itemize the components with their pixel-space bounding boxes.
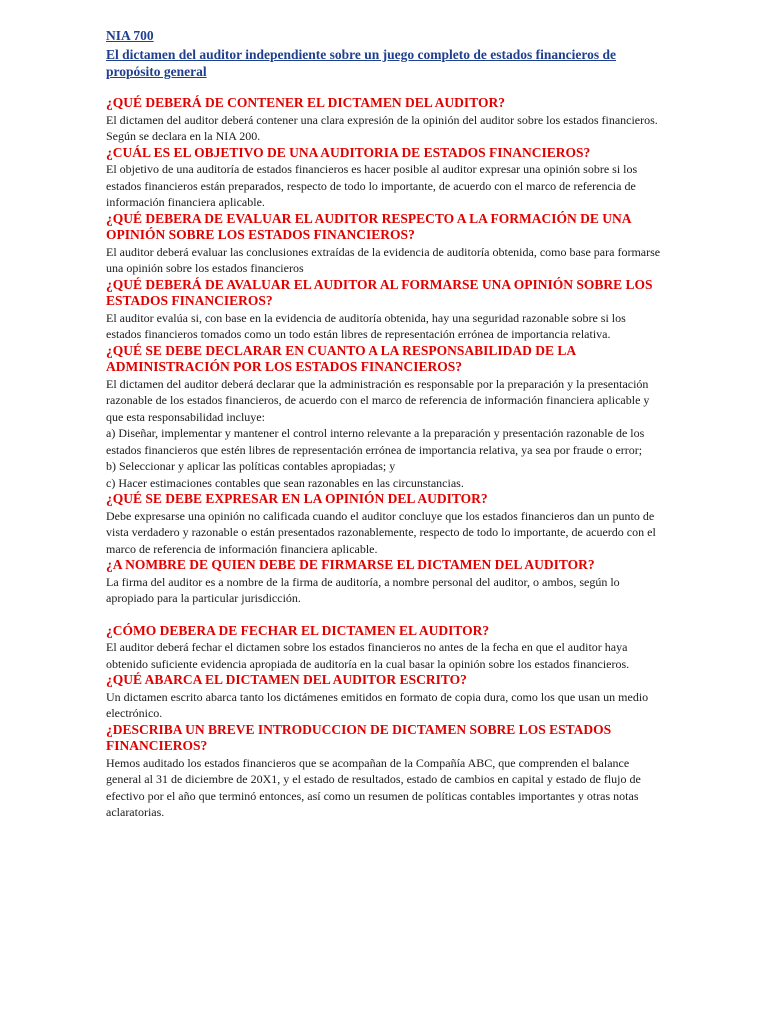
section-answer-paragraph: c) Hacer estimaciones contables que sean razonables en las circunstancias.: [106, 475, 464, 490]
section-question: ¿QUÉ ABARCA EL DICTAMEN DEL AUDITOR ESCRITO?: [106, 672, 467, 687]
section-answer-paragraph: Debe expresarse una opinión no calificada cuando el auditor concluye que los estados financieros dan un punto de vista verdadero y razonable o están presentados razonablemente, respecto de todo lo importante, de acuerdo con el marco de referencia de información financiera aplicable.: [106, 508, 656, 556]
section-answer-paragraph: El dictamen del auditor deberá contener una clara expresión de la opinión del auditor sobre los estados financieros. Según se declara en la NIA 200.: [106, 112, 658, 143]
section-question: ¿CÓMO DEBERA DE FECHAR EL DICTAMEN EL AUDITOR?: [106, 622, 490, 638]
section-answer-paragraph: El dictamen del auditor deberá declarar que la administración es responsable por la preparación y la presentación razonable de los estados financieros, de acuerdo con el marco de referencia de información financiera aplicable y que esta responsabilidad incluye:: [106, 376, 650, 424]
section-question: ¿QUÉ SE DEBE DECLARAR EN CUANTO A LA RESPONSABILIDAD DE LA ADMINISTRACIÓN POR LOS ESTADOS FINANCIEROS?: [106, 342, 576, 374]
section-answer-paragraph: Hemos auditado los estados financieros que se acompañan de la Compañía ABC, que comprenden el balance general al 31 de diciembre de 20X1, y el estado de resultados, estado de cambios en capital y estado de flujo de efectivo por el año que terminó entonces, así como un resumen de políticas contables importantes y otras notas aclaratorias.: [106, 755, 641, 819]
qa-section: [106, 491, 664, 557]
section-question: ¿QUÉ DEBERÁ DE CONTENER EL DICTAMEN DEL AUDITOR?: [106, 95, 505, 110]
qa-section: [106, 343, 664, 492]
section-answer-paragraph: La firma del auditor es a nombre de la firma de auditoría, a nombre personal del auditor, o ambos, según lo apropiado para la particular jurisdicción.: [106, 574, 620, 605]
qa-section: [106, 672, 664, 722]
qa-section: [106, 95, 664, 145]
section-answer-paragraph: El auditor deberá evaluar las conclusiones extraídas de la evidencia de auditoría obtenida, como base para formarse una opinión sobre los estados financieros: [106, 244, 661, 275]
qa-section: [106, 722, 664, 821]
qa-section: [106, 557, 664, 623]
section-answer-paragraph: El auditor deberá fechar el dictamen sobre los estados financieros no antes de la fecha en que el auditor haya obtenido suficiente evidencia apropiada de auditoría en la cual basar la opinión sobre los estados financieros.: [106, 640, 630, 671]
qa-sections: [106, 95, 664, 821]
section-answer-paragraph: El objetivo de una auditoría de estados financieros es hacer posible al auditor expresar una opinión sobre si los estados financieros están preparados, respecto de todo lo importante, de acuerdo con el marco de referencia de información financiera aplicable.: [106, 162, 638, 209]
qa-section: [106, 145, 664, 211]
qa-section: [106, 623, 664, 673]
section-question: ¿A NOMBRE DE QUIEN DEBE DE FIRMARSE EL DICTAMEN DEL AUDITOR?: [106, 557, 595, 572]
section-spacer: [106, 607, 664, 623]
section-question: ¿CUÁL ES EL OBJETIVO DE UNA AUDITORIA DE ESTADOS FINANCIEROS?: [106, 144, 591, 160]
qa-section: [106, 211, 664, 277]
qa-section: [106, 277, 664, 343]
section-answer-paragraph: a) Diseñar, implementar y mantener el control interno relevante a la preparación y presentación razonable de los estados financieros que estén libres de representación errónea de importancia relativa, ya sea por fraude o error;: [106, 426, 645, 457]
section-answer-paragraph: b) Seleccionar y aplicar las políticas contables apropiadas; y: [106, 459, 396, 473]
document-title: NIA 700: [106, 28, 154, 43]
section-question: ¿QUÉ DEBERA DE EVALUAR EL AUDITOR RESPECTO A LA FORMACIÓN DE UNA OPINIÓN SOBRE LOS ESTADOS FINANCIEROS?: [106, 210, 631, 242]
section-answer-paragraph: El auditor evalúa si, con base en la evidencia de auditoría obtenida, hay una seguridad razonable sobre si los estados financieros tomados como un todo están libres de representación errónea de importancia relativa.: [106, 310, 626, 341]
section-question: ¿QUÉ DEBERÁ DE AVALUAR EL AUDITOR AL FORMARSE UNA OPINIÓN SOBRE LOS ESTADOS FINANCIEROS?: [106, 276, 653, 308]
section-question: ¿QUÉ SE DEBE EXPRESAR EN LA OPINIÓN DEL AUDITOR?: [106, 491, 488, 506]
section-question: ¿DESCRIBA UN BREVE INTRODUCCION DE DICTAMEN SOBRE LOS ESTADOS FINANCIEROS?: [106, 721, 612, 753]
document-subtitle: El dictamen del auditor independiente sobre un juego completo de estados financieros de propósito general: [106, 47, 617, 79]
section-answer-paragraph: Un dictamen escrito abarca tanto los dictámenes emitidos en formato de copia dura, como los que usan un medio electrónico.: [106, 689, 649, 720]
